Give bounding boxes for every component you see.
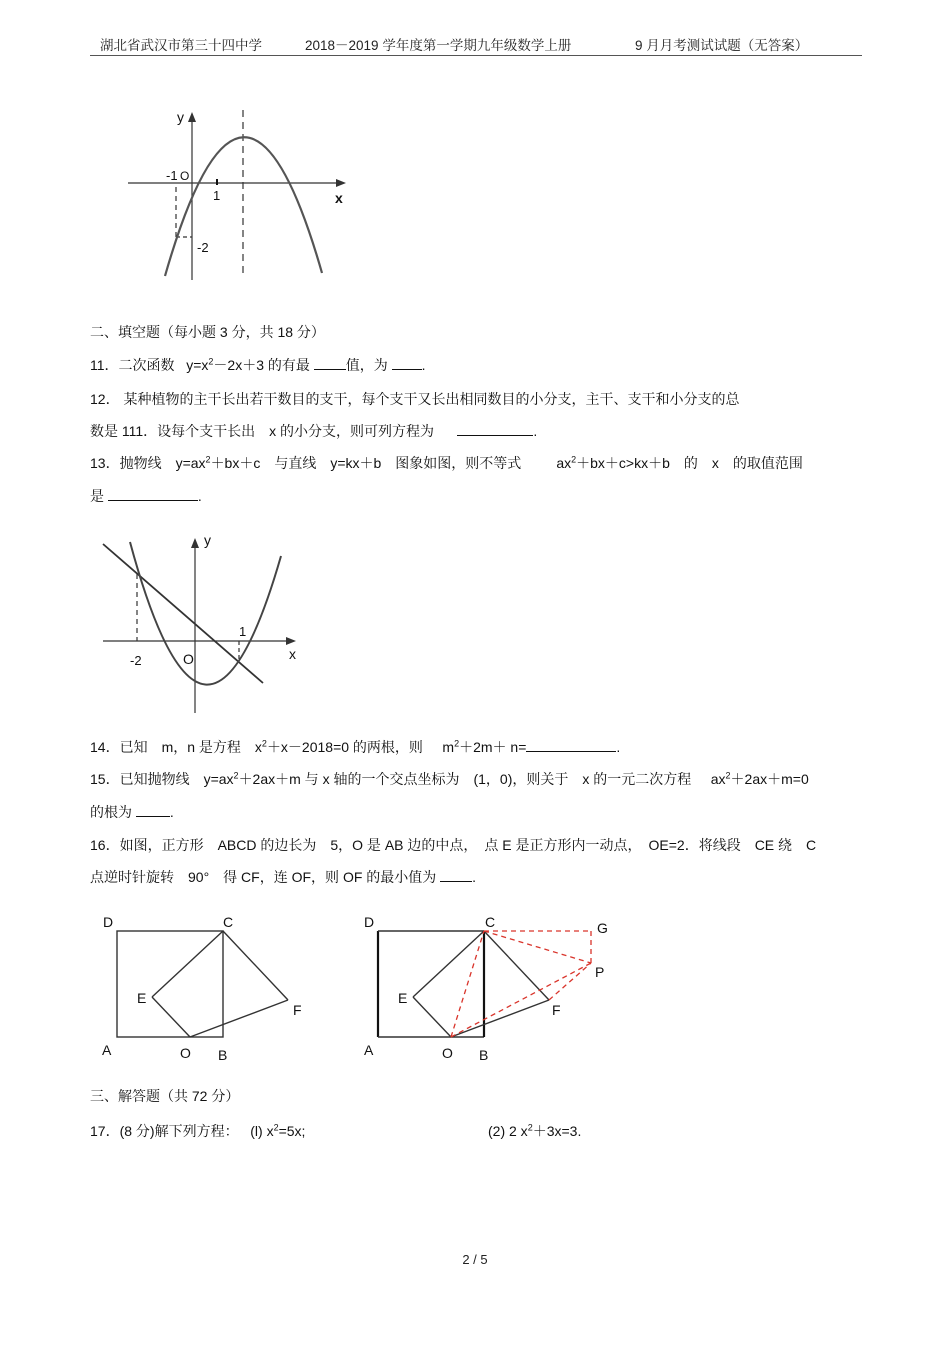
x-axis-arrow [286, 637, 296, 645]
x-axis-arrow [336, 179, 346, 187]
question-13-line-1 [90, 453, 803, 473]
q13-text-line-2: 是 [90, 488, 104, 504]
figure-parabola-line-q13 [95, 528, 315, 718]
label-F: F [293, 1002, 302, 1018]
label-neg2: -2 [197, 240, 209, 255]
q11-text-c: －2x＋3 的有最 [213, 357, 310, 373]
label-D: D [103, 914, 114, 930]
q14-end: . [616, 739, 621, 755]
question-11 [90, 355, 426, 375]
q15-sup-1: 2 [233, 770, 239, 781]
label-neg1: -1 [166, 168, 178, 183]
segment-of [190, 1000, 288, 1037]
segment-eo [413, 997, 451, 1037]
question-15-line-1 [90, 769, 809, 789]
label-D: D [364, 914, 375, 930]
question-17 [90, 1121, 305, 1141]
q11-sup: 2 [208, 356, 214, 367]
q17-part2-sup: 2 [527, 1122, 533, 1133]
figure-parabola-q10 [120, 100, 360, 285]
q11-number: 11． [90, 357, 119, 373]
q16-text-line-2: 点逆时针旋转 90° 得 CF，连 OF，则 OF 的最小值为 [90, 869, 437, 885]
label-O: O [442, 1045, 453, 1061]
q11-blank-2[interactable] [392, 357, 422, 370]
label-C: C [485, 914, 496, 930]
q16-text-line-1: 如图，正方形 ABCD 的边长为 5，O 是 AB 边的中点， 点 E 是正方形内一动点， OE=2．将线段 CE 绕 C [119, 837, 817, 853]
q13-sup-2: 2 [571, 454, 577, 465]
q14-blank[interactable] [526, 739, 616, 752]
square-abcd [117, 931, 223, 1037]
q17-part1-a: (l) x [250, 1123, 274, 1139]
q13-blank[interactable] [108, 488, 198, 501]
label-A: A [364, 1042, 374, 1058]
label-1: 1 [213, 188, 221, 203]
q11-text-a: 二次函数 [118, 357, 175, 373]
label-F: F [552, 1002, 561, 1018]
q14-text-c: m [442, 739, 455, 755]
q17-part2-b: ＋3x=3. [532, 1123, 582, 1139]
dashed-cp [484, 931, 591, 963]
q16-number: 16． [90, 837, 120, 853]
q15-sup-2: 2 [725, 770, 731, 781]
label-x: x [335, 190, 343, 206]
y-axis-arrow [191, 538, 199, 548]
segment-eo [152, 997, 190, 1037]
question-17-part-2 [488, 1121, 581, 1141]
page-number: 2 / 5 [462, 1252, 488, 1267]
figure-square-q16-left [95, 905, 325, 1070]
q12-end: . [533, 423, 538, 439]
q12-text-line-1: 某种植物的主干长出若干数目的支干，每个支干又长出相同数目的小分支，主干、支干和小分支的总 [123, 391, 740, 407]
label-y: y [177, 109, 184, 125]
parabola-curve [130, 542, 281, 685]
q17-part1-b: =5x; [278, 1123, 306, 1139]
segment-ce [152, 931, 223, 997]
q15-blank[interactable] [136, 804, 170, 817]
q13-text-d: ＋bx＋c>kx＋b 的 x 的取值范围 [576, 455, 803, 471]
label-A: A [102, 1042, 112, 1058]
q13-text-c: ax [556, 455, 572, 471]
label-y: y [204, 532, 211, 548]
q11-text-d: 值，为 [345, 357, 388, 373]
q17-text-a: (8 分)解下列方程： [119, 1123, 239, 1139]
header-school: 湖北省武汉市第三十四中学 [100, 38, 262, 53]
q15-number: 15． [90, 771, 120, 787]
q12-number: 12． [90, 391, 120, 407]
label-P: P [595, 964, 605, 980]
label-origin: O [183, 651, 194, 667]
q11-text-e: . [421, 357, 426, 373]
dashed-op [451, 963, 591, 1037]
question-14 [90, 737, 620, 757]
label-E: E [137, 990, 147, 1006]
question-15-line-2 [90, 802, 174, 822]
q13-text-b: ＋bx＋c 与直线 y=kx＋b 图象如图，则不等式 [210, 455, 522, 471]
question-12-line-1 [90, 389, 739, 409]
header-exam: 9 月月考测试试题（无答案） [635, 38, 809, 53]
segment-of [451, 1000, 549, 1037]
q12-text-line-2: 数是 111．设每个支干长出 x 的小分支，则可列方程为 [90, 423, 435, 439]
q15-text-line-2: 的根为 [90, 804, 132, 820]
q16-end: . [472, 869, 477, 885]
label-G: G [597, 920, 608, 936]
q13-text-a: 抛物线 y=ax [119, 455, 206, 471]
q15-end: . [169, 804, 174, 820]
q15-text-d: ＋2ax＋m=0 [730, 771, 809, 787]
question-13-line-2 [90, 486, 202, 506]
header-course: 2018－2019 学年度第一学期九年级数学上册 [305, 38, 572, 53]
section2-title: 二、填空题（每小题 3 分，共 18 分） [90, 324, 325, 340]
label-1: 1 [239, 624, 247, 639]
label-neg2: -2 [130, 653, 142, 668]
q13-sup-1: 2 [205, 454, 211, 465]
q15-text-c: ax [710, 771, 726, 787]
q16-blank[interactable] [440, 869, 472, 882]
label-origin: O [180, 169, 190, 183]
q17-part1-sup: 2 [273, 1122, 279, 1133]
q15-text-a: 已知抛物线 y=ax [119, 771, 234, 787]
q14-number: 14． [90, 739, 120, 755]
q14-sup-1: 2 [261, 738, 267, 749]
question-16-line-2 [90, 867, 476, 887]
label-B: B [218, 1047, 228, 1063]
section3-title: 三、解答题（共 72 分） [90, 1088, 240, 1104]
question-12-line-2 [90, 421, 537, 441]
q15-text-b: ＋2ax＋m 与 x 轴的一个交点坐标为 (1，0)，则关于 x 的一元二次方程 [238, 771, 692, 787]
segment-cf [223, 931, 288, 1000]
label-O: O [180, 1045, 191, 1061]
q17-number: 17． [90, 1123, 120, 1139]
question-16-line-1 [90, 835, 816, 855]
y-axis-arrow [188, 112, 196, 122]
q13-number: 13． [90, 455, 120, 471]
q14-text-a: 已知 m，n 是方程 x [119, 739, 262, 755]
figure-square-q16-right [355, 905, 625, 1070]
q17-part2-a: (2) 2 x [488, 1123, 528, 1139]
q11-blank-1[interactable] [314, 357, 346, 370]
label-C: C [223, 914, 234, 930]
q12-blank[interactable] [457, 423, 533, 436]
q14-text-b: ＋x－2018=0 的两根，则 [266, 739, 423, 755]
q14-text-d: ＋2m＋ n= [459, 739, 527, 755]
header-rule [90, 55, 862, 56]
q11-text-b: y=x [186, 357, 209, 373]
q14-sup-2: 2 [454, 738, 460, 749]
label-B: B [479, 1047, 489, 1063]
label-x: x [289, 646, 296, 662]
q13-end: . [197, 488, 202, 504]
label-E: E [398, 990, 408, 1006]
